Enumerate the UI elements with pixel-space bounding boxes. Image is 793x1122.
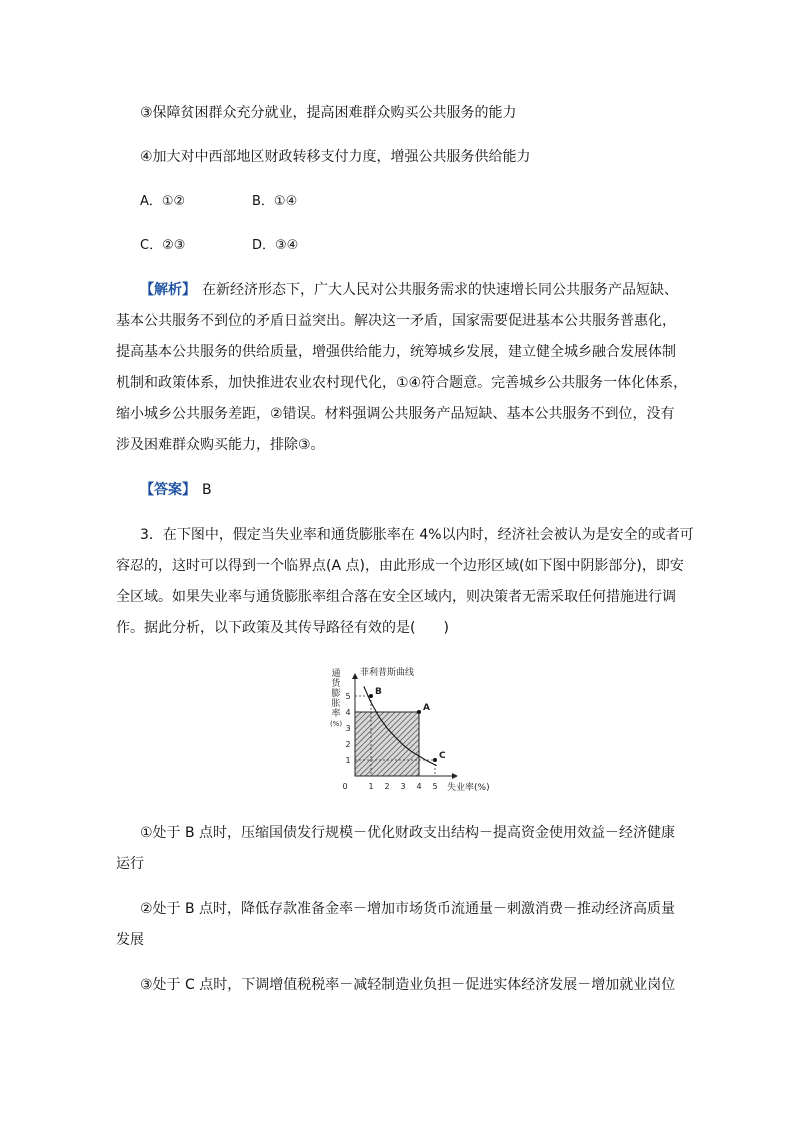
question3-line-3: 全区域。如果失业率与通货膨胀率组合落在安全区域内，则决策者无需采取任何措施进行调: [116, 589, 676, 605]
point-c: [433, 758, 437, 762]
x-tick-label: 0: [342, 782, 348, 791]
statement-1-line-2: 运行: [116, 856, 144, 872]
y-tick-label: 1: [345, 756, 351, 765]
question3-line-2: 容忍的，这时可以得到一个临界点(A 点)，由此形成一个边形区域(如下图中阴影部分)，即安: [116, 558, 684, 574]
analysis-line-2: 基本公共服务不到位的矛盾日益突出。解决这一矛盾，国家需要促进基本公共服务普惠化，: [116, 313, 676, 329]
analysis-text-1: 在新经济形态下，广大人民对公共服务需求的快速增长同公共服务产品短缺、: [202, 282, 678, 298]
statement-1-line-1: ①处于 B 点时，压缩国债发行规模－优化财政支出结构－提高资金使用效益－经济健康: [140, 825, 676, 841]
x-tick-label: 1: [368, 782, 374, 791]
phillips-curve-chart: [324, 664, 494, 800]
question3-line-4: 作。据此分析，以下政策及其传导路径有效的是( ): [116, 620, 449, 636]
point-label-b: B: [375, 687, 382, 697]
choice-b: B．①④: [252, 194, 298, 209]
statement-2-line-1: ②处于 B 点时，降低存款准备金率－增加市场货币流通量－刺激消费－推动经济高质量: [140, 901, 676, 917]
y-tick-label: 3: [345, 724, 351, 733]
analysis-line-6: 涉及困难群众购买能力，排除③。: [116, 437, 325, 453]
y-axis-label-char: 率: [331, 709, 341, 719]
analysis-line-5: 缩小城乡公共服务差距，②错误。材料强调公共服务产品短缺、基本公共服务不到位，没有: [116, 406, 675, 422]
choice-c: C．②③: [140, 238, 186, 253]
answer-line: [140, 480, 212, 500]
analysis-label: 【解析】: [140, 282, 196, 298]
analysis-line-3: 提高基本公共服务的供给质量，增强供给能力，统筹城乡发展，建立健全城乡融合发展体制: [116, 344, 676, 360]
point-label-c: C: [439, 751, 446, 761]
choice-a: A．①②: [140, 194, 186, 209]
choice-d: D．③④: [252, 238, 299, 253]
x-tick-label: 2: [384, 782, 390, 791]
statement-3-line-1: ③处于 C 点时，下调增值税税率－减轻制造业负担－促进实体经济发展－增加就业岗位: [140, 977, 676, 993]
safe-region: [355, 712, 419, 776]
chart-title: 菲利普斯曲线: [360, 668, 415, 678]
y-axis-label-char: 货: [331, 679, 341, 689]
y-axis-label-char: 膨: [331, 689, 341, 699]
x-tick-label: 4: [416, 782, 422, 791]
y-axis-label-char: 胀: [331, 699, 341, 709]
point-label-a: A: [423, 703, 430, 713]
question3-line-1: 3．在下图中，假定当失业率和通货膨胀率在 4%以内时，经济社会被认为是安全的或者可: [140, 527, 694, 543]
y-tick-label: 5: [345, 692, 351, 701]
y-axis-label-char: 通: [331, 669, 341, 679]
answer-label: 【答案】: [140, 482, 196, 498]
y-tick-label: 2: [345, 740, 351, 749]
option-item-4: ④加大对中西部地区财政转移支付力度，增强公共服务供给能力: [140, 149, 531, 165]
x-tick-label: 5: [432, 782, 438, 791]
analysis-line-1: [140, 280, 678, 300]
x-axis-label: 失业率(%): [447, 783, 490, 793]
y-axis-label-unit: (%): [329, 720, 343, 728]
option-item-3: ③保障贫困群众充分就业，提高困难群众购买公共服务的能力: [140, 105, 517, 121]
point-b: [369, 694, 373, 698]
y-tick-label: 4: [345, 708, 351, 717]
answer-value: B: [202, 482, 212, 498]
x-tick-label: 3: [400, 782, 406, 791]
analysis-line-4: 机制和政策体系，加快推进农业农村现代化，①④符合题意。完善城乡公共服务一体化体系，: [116, 375, 688, 391]
statement-2-line-2: 发展: [116, 932, 144, 948]
point-a: [417, 710, 421, 714]
